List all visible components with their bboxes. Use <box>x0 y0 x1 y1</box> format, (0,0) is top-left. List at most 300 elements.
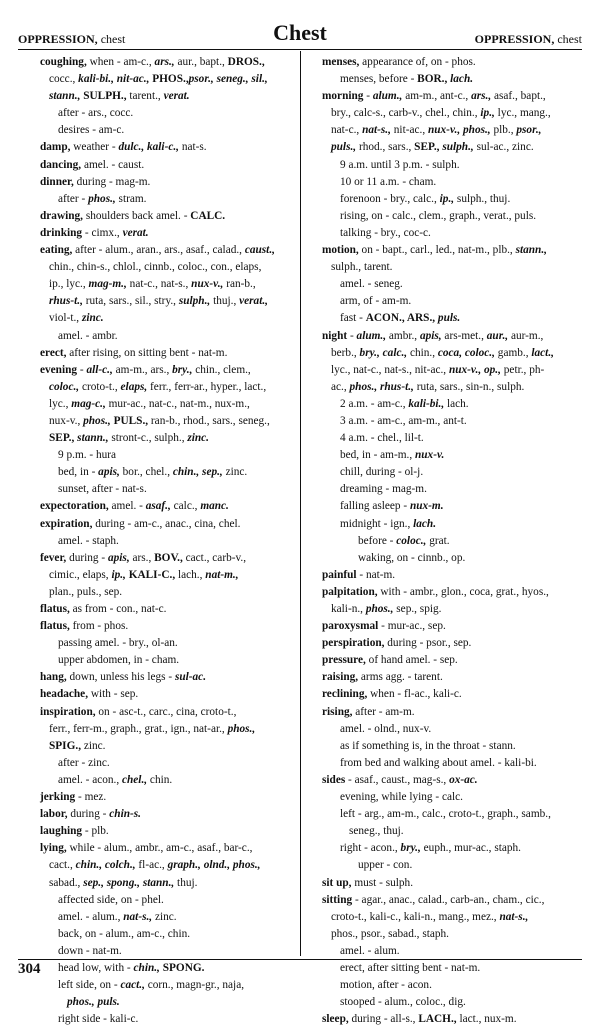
subrubric-line <box>58 755 292 772</box>
subrubric-line <box>358 550 574 567</box>
remedy-text: during - mag-m. <box>73 175 151 188</box>
remedy-text: - <box>347 329 357 342</box>
rubric-line <box>322 584 574 601</box>
remedy-text: phos., psor., sabad., staph. <box>331 927 449 940</box>
bold-italic-text: nux-v., <box>191 278 224 291</box>
bold-text: flatus, <box>40 620 70 633</box>
rubric-line <box>40 789 292 806</box>
subrubric-line <box>49 430 292 447</box>
remedy-text: ambr., <box>386 329 420 342</box>
left-column <box>40 54 292 1028</box>
bold-italic-text: nat-s., <box>499 910 529 923</box>
bold-italic-text: nat-s., <box>362 124 391 137</box>
subrubric-line <box>58 652 292 669</box>
remedy-text: down - nat-m. <box>58 944 122 957</box>
bold-text: sleep, <box>322 1013 349 1026</box>
bold-italic-text: phos., <box>88 192 116 205</box>
remedy-text: amel. - acon., <box>58 773 122 786</box>
remedy-text: thuj., <box>210 295 240 308</box>
remedy-text: amel. - seneg. <box>340 278 403 291</box>
subrubric-line <box>340 960 574 977</box>
remedy-text: during - <box>66 551 108 564</box>
remedy-text: head low, with - <box>58 961 134 974</box>
bold-text: flatus, <box>40 603 70 615</box>
remedy-text: - cimx., <box>82 226 123 239</box>
bold-text: drinking <box>40 226 83 239</box>
remedy-text: waking, on - cinnb., op. <box>358 551 466 564</box>
subrubric-line <box>58 926 292 943</box>
remedy-text: when - am-c., <box>86 56 155 68</box>
remedy-text: erect, after sitting bent - nat-m. <box>340 961 481 974</box>
subrubric-line <box>58 909 292 926</box>
remedy-text: ferr., ferr-m., graph., grat., ign., nat-ar., <box>49 722 228 735</box>
remedy-text: nat-c., <box>331 124 363 137</box>
subrubric-line <box>340 208 574 225</box>
remedy-text: am-m., ars., <box>112 363 173 376</box>
rubric-line <box>322 669 574 686</box>
bold-text: damp, <box>40 141 71 154</box>
bold-text: ACON., ARS., <box>365 312 436 325</box>
subrubric-line <box>340 994 574 1011</box>
right-column <box>322 54 574 1028</box>
remedy-text: - mur-ac., sep. <box>378 620 446 633</box>
remedy-text: chin., <box>407 346 438 359</box>
bold-text: KALI-C., <box>128 568 176 581</box>
bold-italic-text: mag-m., <box>88 278 127 291</box>
remedy-text: before - <box>358 534 397 547</box>
bold-italic-text: alum., <box>356 329 387 342</box>
remedy-text: lyc., mang., <box>494 107 551 120</box>
bold-text: CALC. <box>190 209 226 222</box>
bold-text: sides <box>322 773 346 786</box>
bold-italic-text: chel., <box>122 773 148 786</box>
bold-italic-text: stann., <box>49 90 81 103</box>
remedy-text: asaf., bapt., <box>491 90 546 103</box>
bold-italic-text: stann., <box>77 432 109 445</box>
remedy-text: bor., chel., <box>119 466 173 479</box>
rubric-line <box>40 806 292 823</box>
remedy-text: bry., calc-s., carb-v., chel., chin., <box>331 107 481 120</box>
remedy-text: 9 a.m. until 3 p.m. - sulph. <box>340 158 460 171</box>
bold-italic-text: verat., <box>239 295 268 308</box>
remedy-text: calc., <box>170 500 201 513</box>
subrubric-line <box>340 806 574 823</box>
remedy-text: motion, after - acon. <box>340 979 432 992</box>
remedy-text: fl-ac., <box>135 859 168 872</box>
rubric-line <box>322 618 574 635</box>
rubric-line <box>40 157 292 174</box>
bold-text: expiration, <box>40 517 93 530</box>
bold-text: reclining, <box>322 688 368 701</box>
remedy-text: kali-n., <box>331 603 366 615</box>
bold-text: inspiration, <box>40 705 96 718</box>
rubric-line <box>40 550 292 567</box>
rubric-line <box>40 516 292 533</box>
subrubric-line <box>340 516 574 533</box>
remedy-text: nit-ac., <box>390 124 428 137</box>
subrubric-line <box>331 601 574 618</box>
rubric-line <box>322 635 574 652</box>
remedy-text: cact., carb-v., <box>182 551 247 564</box>
subrubric-line <box>58 464 292 481</box>
header-right-keyword: OPPRESSION, <box>474 32 555 46</box>
remedy-text: during - psor., sep. <box>384 637 472 650</box>
remedy-text: nux-v., <box>49 414 84 427</box>
remedy-text: ars-met., <box>441 329 487 342</box>
remedy-text: zinc. <box>222 466 248 479</box>
rubric-line <box>322 772 574 789</box>
subrubric-line <box>340 191 574 208</box>
rubric-line <box>40 54 292 71</box>
remedy-text: am-m., ant-c., <box>402 90 472 103</box>
remedy-text: as from - con., nat-c. <box>69 603 167 615</box>
rubric-line <box>322 704 574 721</box>
remedy-text: on - bapt., carl., led., nat-m., plb., <box>358 244 516 257</box>
header-right-suffix: chest <box>554 32 582 46</box>
rubric-line <box>40 242 292 259</box>
remedy-text: amel. - staph. <box>58 534 119 547</box>
subrubric-line <box>58 892 292 909</box>
subrubric-line <box>49 567 292 584</box>
remedy-text: ferr., ferr-ar., hyper., lact., <box>147 380 267 393</box>
bold-italic-text: nat-s., <box>123 910 153 923</box>
bold-text: dancing, <box>40 158 82 171</box>
bold-text: expectoration, <box>40 500 109 513</box>
remedy-text: bed, in - <box>58 466 99 479</box>
subrubric-line <box>340 71 574 88</box>
remedy-text: croto-t., <box>79 380 121 393</box>
subrubric-line <box>331 345 574 362</box>
bold-text: SPIG., <box>49 739 82 752</box>
bold-text: rising, <box>322 705 353 718</box>
remedy-text: ran-b., <box>223 278 256 291</box>
remedy-text: nat-s. <box>179 141 207 154</box>
remedy-text: sep., spig. <box>393 603 442 615</box>
remedy-text: euph., mur-ac., staph. <box>420 842 522 855</box>
subrubric-line <box>340 464 574 481</box>
remedy-text: plb., <box>490 124 517 137</box>
bold-italic-text: puls., <box>331 141 357 154</box>
bold-text: drawing, <box>40 209 83 222</box>
remedy-text: 2 a.m. - am-c., <box>340 397 409 410</box>
rubric-line <box>40 601 292 618</box>
subrubric-line <box>340 755 574 772</box>
bold-text: SEP., <box>49 432 75 445</box>
subrubric-line <box>49 88 292 105</box>
bold-italic-text: verat. <box>163 90 190 103</box>
remedy-text: croto-t., kali-c., kali-n., mang., mez., <box>331 910 500 923</box>
header-rule <box>18 49 582 50</box>
remedy-text: after - zinc. <box>58 756 110 769</box>
subrubric-line <box>340 430 574 447</box>
remedy-text: forenoon - bry., calc., <box>340 192 440 205</box>
bold-text: SULPH., <box>83 90 127 103</box>
bold-italic-text: elaps, <box>120 380 148 393</box>
remedy-text: left - arg., am-m., calc., croto-t., graph., samb., <box>340 808 551 821</box>
bold-italic-text: phos., rhus-t., <box>349 380 414 393</box>
bold-italic-text: asaf., <box>145 500 171 513</box>
remedy-text: 4 a.m. - chel., lil-t. <box>340 432 424 445</box>
remedy-text: petr., ph- <box>500 363 545 376</box>
subrubric-line <box>49 738 292 755</box>
remedy-text: - <box>363 90 373 103</box>
rubric-line <box>322 242 574 259</box>
remedy-text: affected side, on - phel. <box>58 893 164 906</box>
remedy-text: gamb., <box>494 346 532 359</box>
remedy-text: amel. - alum., <box>58 910 124 923</box>
bold-text: LACH., <box>418 1013 457 1026</box>
bold-italic-text: alum., <box>372 90 403 103</box>
bold-italic-text: bry., calc., <box>359 346 408 359</box>
subrubric-line <box>331 259 574 276</box>
remedy-text: after - alum., aran., ars., asaf., calad., <box>72 244 245 257</box>
remedy-text: talking - bry., coc-c. <box>340 226 431 239</box>
remedy-text: - nat-m. <box>356 568 396 581</box>
footer-rule <box>18 959 582 960</box>
remedy-text: cimic., elaps, <box>49 568 112 581</box>
bold-text: coughing, <box>40 56 87 68</box>
bold-italic-text: nux-m. <box>409 500 444 513</box>
bold-text: evening <box>40 363 78 376</box>
bold-italic-text: ip., <box>439 192 455 205</box>
bold-text: dinner, <box>40 175 74 188</box>
remedy-text: berb., <box>331 346 360 359</box>
remedy-text: 3 a.m. - am-c., am-m., ant-t. <box>340 414 467 427</box>
bold-italic-text: sulph., <box>178 295 211 308</box>
subrubric-line <box>340 447 574 464</box>
remedy-text: arms agg. - tarent. <box>358 671 443 684</box>
remedy-text: upper abdomen, in - cham. <box>58 654 180 667</box>
bold-italic-text: coloc., <box>49 380 80 393</box>
bold-italic-text: sul-ac. <box>174 671 207 684</box>
bold-italic-text: nat-m., <box>205 568 239 581</box>
subrubric-line <box>340 413 574 430</box>
bold-text: sitting <box>322 893 353 906</box>
remedy-text: during - all-s., <box>348 1013 419 1026</box>
subrubric-line <box>58 772 292 789</box>
rubric-line <box>322 567 574 584</box>
remedy-text: 10 or 11 a.m. - cham. <box>340 175 437 188</box>
remedy-text: as if something is, in the throat - stann. <box>340 739 516 752</box>
subrubric-line <box>58 328 292 345</box>
subrubric-line <box>340 276 574 293</box>
remedy-text: with - sep. <box>88 688 139 701</box>
remedy-text: lyc., nat-c., nat-s., nit-ac., <box>331 363 449 376</box>
remedy-text: must - sulph. <box>351 876 414 889</box>
subrubric-line <box>340 977 574 994</box>
bold-italic-text: lact., <box>531 346 554 359</box>
bold-italic-text: coca, coloc., <box>437 346 495 359</box>
remedy-text: arm, of - am-m. <box>340 295 412 308</box>
subrubric-line <box>58 1011 292 1028</box>
remedy-text: amel. - alum. <box>340 944 400 957</box>
remedy-text: shoulders back amel. - <box>83 209 191 222</box>
subrubric-line <box>49 259 292 276</box>
bold-italic-text: psor., <box>516 124 542 137</box>
remedy-text: of hand amel. - sep. <box>365 654 458 667</box>
remedy-text: sabad., <box>49 876 84 889</box>
remedy-text: ip., lyc., <box>49 278 89 291</box>
remedy-text: with - ambr., glon., coca, grat., hyos., <box>377 585 549 598</box>
page-number: 304 <box>18 961 41 977</box>
rubric-line <box>322 54 574 71</box>
remedy-text: corn., magn-gr., naja, <box>144 979 245 992</box>
rubric-line <box>40 618 292 635</box>
remedy-text: aur., bapt., <box>174 56 228 68</box>
remedy-text: ars., <box>129 551 155 564</box>
subrubric-line <box>49 71 292 88</box>
subrubric-line <box>331 926 574 943</box>
header-left-keyword: OPPRESSION, <box>18 32 98 46</box>
subrubric-line <box>340 738 574 755</box>
subrubric-line <box>49 721 292 738</box>
rubric-line <box>322 652 574 669</box>
remedy-text: zinc. <box>81 739 106 752</box>
remedy-text: stooped - alum., coloc., dig. <box>340 996 466 1009</box>
subrubric-line <box>340 481 574 498</box>
bold-italic-text: stann., <box>515 244 547 257</box>
subrubric-line <box>58 447 292 464</box>
remedy-text: viol-t., <box>49 312 82 325</box>
subrubric-line <box>331 105 574 122</box>
remedy-text: lact., nux-m. <box>456 1013 517 1026</box>
header-right-rubric <box>475 32 582 47</box>
subrubric-line <box>67 994 292 1011</box>
subrubric-line <box>58 960 292 977</box>
bold-italic-text: graph., olnd., phos., <box>167 859 261 872</box>
remedy-text: 9 p.m. - hura <box>58 449 117 462</box>
subrubric-line <box>340 396 574 413</box>
subrubric-line <box>49 875 292 892</box>
subrubric-line <box>340 943 574 960</box>
subrubric-line <box>349 823 574 840</box>
remedy-text: right - acon., <box>340 842 401 855</box>
remedy-text: from - phos. <box>69 620 129 633</box>
remedy-text: passing amel. - bry., ol-an. <box>58 637 178 650</box>
remedy-text: tarent., <box>126 90 164 103</box>
bold-text: jerking <box>40 791 76 804</box>
bold-italic-text: ox-ac. <box>449 773 478 786</box>
bold-italic-text: bry., <box>400 842 421 855</box>
bold-italic-text: ars., <box>154 56 175 68</box>
remedy-text: - plb. <box>82 825 109 838</box>
remedy-text: amel. - <box>108 500 146 513</box>
bold-text: DROS., <box>227 56 265 68</box>
remedy-text: when - fl-ac., kali-c. <box>367 688 462 701</box>
remedy-text: weather - <box>70 141 119 154</box>
page-header <box>18 20 582 48</box>
bold-text: pressure, <box>322 654 366 667</box>
subrubric-line <box>49 584 292 601</box>
subrubric-line <box>49 293 292 310</box>
subrubric-line <box>58 635 292 652</box>
bold-text: eating, <box>40 244 73 257</box>
rubric-line <box>322 875 574 892</box>
remedy-text: ran-b., rhod., sars., seneg., <box>148 414 270 427</box>
rubric-line <box>322 88 574 105</box>
bold-text: BOR., <box>417 73 448 86</box>
remedy-text: sunset, after - nat-s. <box>58 483 147 496</box>
bold-text: raising, <box>322 671 359 684</box>
bold-italic-text: cact., <box>120 979 145 992</box>
bold-italic-text: zinc. <box>81 312 104 325</box>
bold-italic-text: caust., <box>244 244 275 257</box>
bold-italic-text: rhus-t., <box>49 295 83 308</box>
bold-italic-text: coloc., <box>396 534 427 547</box>
bold-italic-text: sulph., <box>442 141 474 154</box>
subrubric-line <box>331 379 574 396</box>
bold-italic-text: ip., <box>480 107 495 120</box>
remedy-text: grat. <box>426 534 450 547</box>
bold-text: erect, <box>40 346 67 359</box>
remedy-text: after - ars., cocc. <box>58 107 134 120</box>
rubric-line <box>40 686 292 703</box>
subrubric-line <box>49 379 292 396</box>
rubric-line <box>40 669 292 686</box>
remedy-text: from bed and walking about amel. - kali-bi. <box>340 756 537 769</box>
rubric-line <box>322 328 574 345</box>
subrubric-line <box>340 498 574 515</box>
bold-italic-text: aur., <box>486 329 509 342</box>
bold-italic-text: nux-v., phos., <box>427 124 491 137</box>
column-divider <box>300 51 301 956</box>
remedy-text: - agar., anac., calad., carb-an., cham., cic., <box>352 893 545 906</box>
bold-italic-text: puls. <box>437 312 461 325</box>
rubric-line <box>40 208 292 225</box>
bold-text: morning <box>322 90 364 103</box>
header-left-suffix: chest <box>97 32 126 46</box>
rubric-line <box>322 1011 574 1028</box>
subrubric-line <box>331 909 574 926</box>
remedy-text: chin., clem., <box>192 363 251 376</box>
subrubric-line <box>331 139 574 156</box>
remedy-text: ruta, sars., sil., stry., <box>82 295 179 308</box>
bold-italic-text: verat. <box>122 226 149 239</box>
subrubric-line <box>340 293 574 310</box>
bold-text: headache, <box>40 688 89 701</box>
remedy-text: sul-ac., zinc. <box>473 141 534 154</box>
subrubric-line <box>340 721 574 738</box>
subrubric-line <box>340 789 574 806</box>
remedy-text: sulph., thuj. <box>454 192 511 205</box>
bold-italic-text: bry., <box>172 363 193 376</box>
bold-text: menses, <box>322 56 360 68</box>
remedy-text: thuj. <box>174 876 198 889</box>
remedy-text: back, on - alum., am-c., chin. <box>58 927 191 940</box>
remedy-text: plan., puls., sep. <box>49 585 123 598</box>
remedy-text: mur-ac., nat-c., nat-m., nux-m., <box>105 397 250 410</box>
bold-italic-text: lach. <box>450 73 474 86</box>
bold-text: PULS., <box>113 414 149 427</box>
remedy-text: evening, while lying - calc. <box>340 791 463 804</box>
bold-text: perspiration, <box>322 637 385 650</box>
bold-italic-text: sep., spong., stann., <box>83 876 175 889</box>
remedy-text: appearance of, on - phos. <box>359 56 476 68</box>
page-title: Chest <box>273 20 327 45</box>
bold-italic-text: kali-bi., nit-ac., <box>78 73 150 86</box>
bold-italic-text: all-c., <box>86 363 113 376</box>
remedy-text: ruta, sars., sin-n., sulph. <box>413 380 525 393</box>
remedy-text: on - asc-t., carc., cina, croto-t., <box>95 705 237 718</box>
bold-text: paroxysmal <box>322 620 379 633</box>
bold-italic-text: nux-v. <box>414 449 445 462</box>
remedy-text: while - alum., ambr., am-c., asaf., bar-c., <box>66 842 253 855</box>
remedy-text: zinc. <box>152 910 177 923</box>
subrubric-line <box>340 225 574 242</box>
bold-italic-text: ip., <box>111 568 126 581</box>
remedy-text: amel. - ambr. <box>58 329 118 342</box>
subrubric-line <box>340 840 574 857</box>
